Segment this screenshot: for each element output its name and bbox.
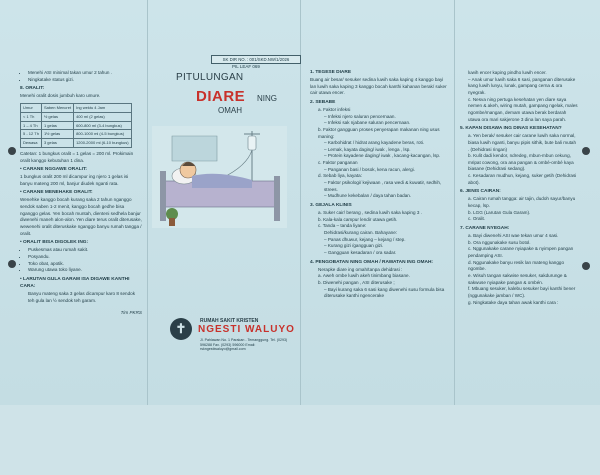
when-to-visit-list xyxy=(460,133,578,186)
table-header: Umur xyxy=(21,103,42,112)
section-heading: 4. PENGOBATAN NING OMAH / RAWATAN ING OMAH: xyxy=(310,259,434,265)
section-heading: • LARUTAN GULA GARAM ISA DIGAWE KANTHI CARA: xyxy=(20,276,130,289)
list-item: c. Faktor panganan xyxy=(318,160,358,166)
list-item: b. Kala-kala campur lendir utawa getih. xyxy=(318,216,398,222)
causes-list xyxy=(310,107,450,200)
list-item: • Ningkatake status gizi. xyxy=(28,77,142,84)
hospital-name: NGESTI WALUYO xyxy=(198,324,295,335)
list-item: – Faktor psikologi/ kejiwaan , rasa wedi & kuwatir, sedhih, strees. xyxy=(324,180,442,192)
continued-list xyxy=(460,70,578,123)
list-item: – Anak umur luwih saka 6 sasi, panganan diterusake kang luwih lunyu, lunak, gampang cerna & ora nyegrak. xyxy=(468,76,576,95)
left-panel xyxy=(20,70,142,475)
table-cell: 1 – 4 Th xyxy=(21,121,42,130)
hospital-type: RUMAH SAKIT KRISTEN xyxy=(200,318,259,324)
list-item: f. Mbuang sesuker, kalebu sesuker bayi kanthi bener (nggunakake jamban / WC). xyxy=(468,286,576,298)
list-item: a. Bayi diwenehi ASI wae tekan umur 4 sasi. xyxy=(468,232,559,238)
punch-hole xyxy=(582,262,590,270)
table-cell: 1½ gelas xyxy=(41,130,73,139)
prevention-list xyxy=(460,233,578,306)
fluid-types-list xyxy=(460,196,578,223)
document-id-box: SK DIR NO. : 001/SKD.NW/1/2026 xyxy=(211,55,301,64)
hospital-address: Jl. Pahlawan No. 1 Parakan - Temanggung. Tel. (0293) 596288 Fax. (0293) 596000 Email: rskngestiwaluyo@gmail.com xyxy=(200,338,288,352)
list-item: – Mudhune kekebalan / daya tahan badan. xyxy=(324,193,412,199)
section-heading: 2. SEBABE xyxy=(310,99,336,105)
list-item: – Kurang gizi /gangguan gizi. xyxy=(324,243,384,249)
leaf-number: PIL LEAF 069 xyxy=(232,64,260,69)
punch-hole xyxy=(8,147,16,155)
table-cell: 1200-2000 ml (6-10 bungkus) xyxy=(74,139,131,148)
paragraph: Buang air besar/ sesuker sedina luwih saka kaping 4 kanggo bayi lan luwih saka kaping 3 kanggo bocah kanthi kahanan berak/ suker cair utawa encer. xyxy=(310,76,447,96)
note: Catetan: 1 bungkus oralit = 1 gelas = 200 ml. Prokimain oralit kanggo kebutuhan 1 dina. xyxy=(20,150,134,163)
treatment-list xyxy=(310,267,450,300)
table-cell: 1 gelas xyxy=(41,121,73,130)
list-item: a. Faktor infeksi xyxy=(318,106,351,112)
list-item: d. Nggunakake banyu resik lan mateng kanggo ngombe. xyxy=(468,259,565,272)
table-cell: Dewasa xyxy=(21,139,42,148)
table-cell: 800-1000 ml (4-5 bungkus) xyxy=(74,130,131,139)
list-item: – Panganan basi / bosok, kena racun, alergi. xyxy=(324,166,415,172)
section-heading: 7. CARANE NYEGAH: xyxy=(460,226,510,232)
heading-text: ORALIT BISA DIGOLEK ING: xyxy=(23,240,89,246)
title-diare: DIARE xyxy=(196,88,246,105)
section-heading: 6. JENIS CAIRAN: xyxy=(460,189,501,195)
list-item: b. Faktor gangguan proses penyerapan makanan ning usus maning: xyxy=(318,126,440,139)
dosage-table xyxy=(20,103,132,148)
section-heading: 3. GEJALA KLINIS xyxy=(310,203,352,209)
table-cell: 400 ml (2 gelas) xyxy=(74,112,131,121)
table-row xyxy=(21,112,132,121)
list-item: a. Suker cair/ berang , sedina luwih saka kaping 3 . xyxy=(318,210,422,216)
punch-hole xyxy=(582,147,590,155)
section-heading: 5. KAPAN DISAWA ING DINAS KESEHATAN? xyxy=(460,126,562,132)
list-item: Dehidrasi/kurang cairan. Bahayane: xyxy=(324,229,398,235)
table-row xyxy=(21,130,132,139)
table-cell: 5 - 12 Th xyxy=(21,130,42,139)
list-item: • Posyandu. xyxy=(28,254,142,261)
punch-hole xyxy=(8,260,16,268)
list-item: – Gangguan kesadaran / ora sadar. xyxy=(324,249,397,255)
list-item: – Infeksi sak njabane saluran pencernaan. xyxy=(324,120,411,126)
list-item: a. Aweh ombe luwih akeh tinimbang biasane. xyxy=(318,273,410,279)
table-row xyxy=(21,139,132,148)
list-item: c. Kesadaran mudhun, kejang, suker getih (Dehidrasi abot). xyxy=(468,173,577,185)
paragraph: Banyu mateng saka 3 gelas dicampur karo 8 sendok teh gula lan ½ sendok teh garam. xyxy=(28,290,135,303)
list-item: – Karbohidrat / hidrat arang kayadene beras, roti. xyxy=(324,140,425,146)
table-cell: 3 gelas xyxy=(41,139,73,148)
list-item: c. Tanda – tanda liyane: xyxy=(318,223,367,229)
fold-line xyxy=(454,0,455,405)
table-cell: 600-800 ml (3-4 bungkus) xyxy=(74,121,131,130)
section-heading: 1. TEGESE DIARE xyxy=(310,70,352,75)
sick-patient-illustration xyxy=(152,126,287,228)
list-item: – Protein kayadene daging/ iwak , kacang-kacangan, lsp. xyxy=(324,153,441,159)
paragraph: Menehi oralit dosis jumbuh karo umure. xyxy=(20,93,101,99)
right-panel xyxy=(460,70,578,475)
symptoms-list xyxy=(310,210,450,257)
title-ning: NING xyxy=(257,94,277,103)
heading-text: LARUTAN GULA GARAM ISA DIGAWE KANTHI CARA: xyxy=(20,276,130,289)
list-item: a. Cairan rumah tangga: air tajin, dudoh sayur/banyu kecap, lsp. xyxy=(468,196,576,209)
table-row xyxy=(21,121,132,130)
list-item: – Lemak, kayata daging/ iwak , lenga , lsp. xyxy=(324,146,411,152)
table-cell: < 1 Th xyxy=(21,112,42,121)
list-item: e. Wisuh tangan sakwise sesuker, sakdurunge & sakwuse nyiapake pangan & ombén. xyxy=(468,272,567,285)
list-item: a. Yen berak/ sesuker cair carane luwih saka normal, biasa luwih nganti, banyu pipis sithik, bute bali mutah . (Dehidrasi ringan) xyxy=(468,133,577,152)
heading-text: CARANE MENEHAKE ORALIT: xyxy=(23,190,93,196)
list-item: g. Ningkatake daya tahan awak kanthi cara : xyxy=(468,299,559,305)
list-item: – Panas dhuwur, kejang – kejang / step. xyxy=(324,236,406,242)
list-item: b. Diwenehi pangan , ASI diterusake ; xyxy=(318,279,395,285)
table-header: Saben Mencret xyxy=(41,103,73,112)
section-heading: • CARANE MENEHAKE ORALIT: xyxy=(20,190,93,196)
title-omah: OMAH xyxy=(218,106,242,115)
list-item: c. Oralit. xyxy=(468,216,486,222)
list-item: – Bayi kurang saka 6 sasi kang diwenehi susu formula bisa diterusake kanthi ngencerake xyxy=(324,286,445,299)
list-item: b. LGG (Larutan Gula Garam). xyxy=(468,209,531,215)
list-item: • Toko obat, apotik. xyxy=(28,261,142,268)
list-item: – Infeksi njero saluran pencernaan. xyxy=(324,113,396,119)
paragraph: 1 bungkus oralit 200 ml dicampur ing njero 1 gelas isi banyu mateng 200 ml, banjur diudek nganti rata. xyxy=(20,174,129,186)
section-heading: 8. ORALIT: xyxy=(20,86,45,92)
title-line-1: PITULUNGAN xyxy=(176,72,244,83)
list-item: b. Kulit dadi kendor, ndredeg, mbun-mbun cekung, mripat cowong, ora ana pangan & ombé-ombé kaya biasane (Dehidrasi sedang). xyxy=(468,153,574,172)
fold-line xyxy=(147,0,148,405)
hospital-logo: ✝ xyxy=(170,318,192,340)
paragraph: Wenehke kanggo bocah kurang saka 2 tahun nganggo sendok saben 1-2 menit, kanggo bocah gedhe bisa nganggo gelas. Yen bocah muntah, dienteni sedhela banjur diwenehi maneh alon-alon. Yen diare terus oralit diterusake, wewenehi oralit diteruskake nganggo banyu rumah tangga / oralit. xyxy=(20,197,142,236)
list-item: c. Nesva ning pertuga kesehatan yen diare saya nemen & akeh, wiring mutah, gampang ngelak, males ngombe/mangan, demam utawa berak berdarah utawa ora mari sakjerone 3 dina lan saya parah. xyxy=(468,96,578,122)
list-item: Nerapke diare ing omah/tanpa dehidrasi : xyxy=(318,266,403,272)
section-heading: • ORALIT BISA DIGOLEK ING: xyxy=(20,240,89,246)
table-cell: ½ gelas xyxy=(41,112,73,121)
right-center-panel xyxy=(310,70,450,475)
section-heading: • CARANE NGGAWE ORALIT: xyxy=(20,167,87,173)
list-item: • Menehi ASI minimal takan umur 2 tahun . xyxy=(28,70,142,77)
team-signature: Tim PKRS xyxy=(120,310,142,316)
table-header: Ing wektu 4 Jam xyxy=(74,103,131,112)
list-item: d. Sebab liya, kayata: xyxy=(318,173,362,179)
list-item: • Puskesmas atau rumah sakit. xyxy=(28,247,142,254)
heading-text: CARANE NGGAWE ORALIT: xyxy=(23,167,87,173)
list-item: b. Ora nggunakake susu botol. xyxy=(468,239,531,245)
list-item: luwih encer kaping pindho luwih encer. xyxy=(468,70,547,75)
list-item: c. Nggunakake carane nyiapake & nyimpen pangan pendamping ASI. xyxy=(468,246,574,258)
list-item: • Warung utawa toko liyane. xyxy=(28,267,142,274)
